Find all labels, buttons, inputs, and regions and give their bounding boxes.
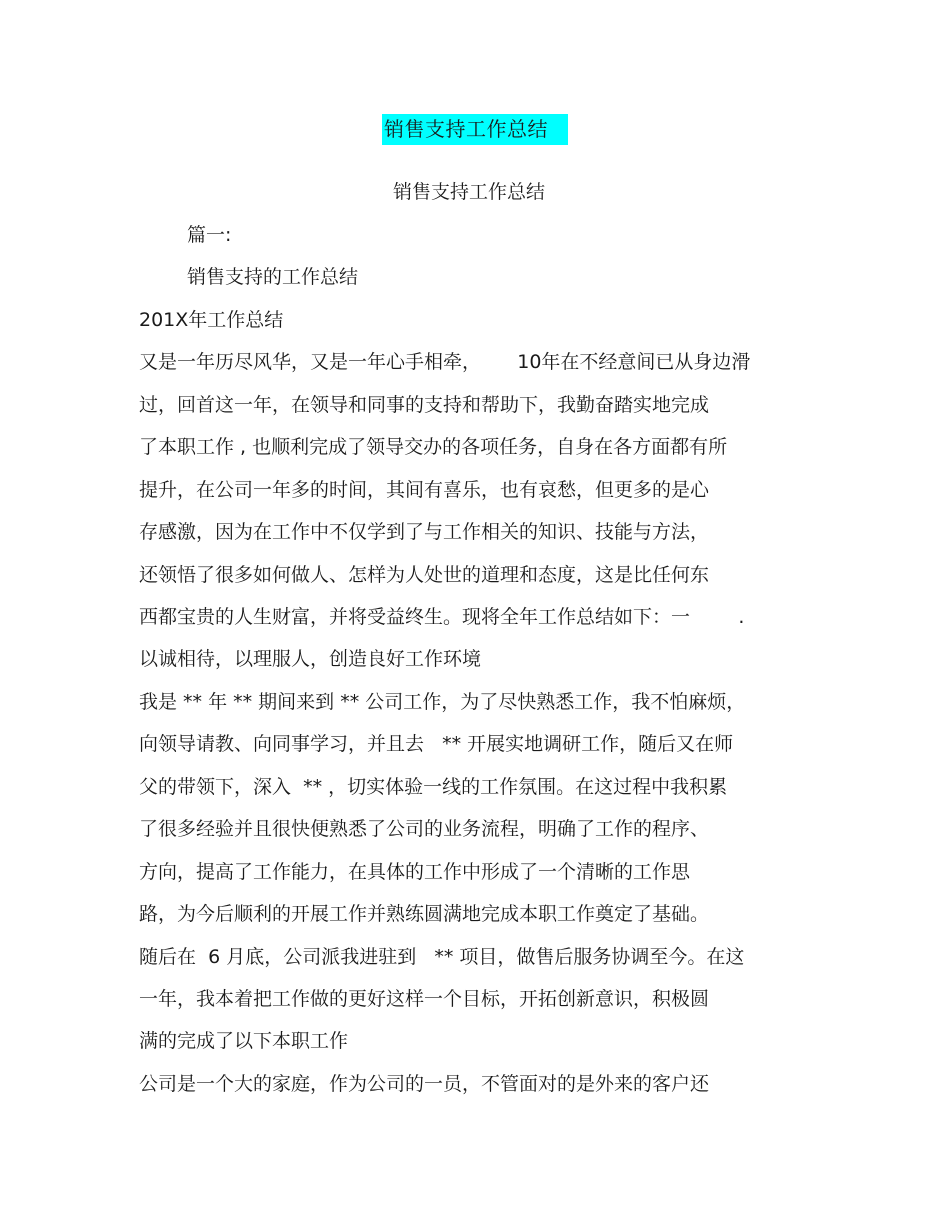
document-title: 销售支持工作总结 bbox=[382, 114, 568, 145]
body-line: 201X年工作总结 bbox=[139, 309, 284, 331]
body-line: 西都宝贵的人生财富，并将受益终生。现将全年工作总结如下：一 . bbox=[139, 606, 745, 628]
body-line: 满的完成了以下本职工作 bbox=[139, 1030, 349, 1052]
body-line: 方向，提高了工作能力，在具体的工作中形成了一个清晰的工作思 bbox=[139, 861, 691, 883]
body-line: 过，回首这一年，在领导和同事的支持和帮助下，我勤奋踏实地完成 bbox=[139, 394, 710, 416]
body-line: 存感激，因为在工作中不仅学到了与工作相关的知识、技能与方法， bbox=[139, 521, 710, 543]
body-line: 公司是一个大的家庭，作为公司的一员，不管面对的是外来的客户还 bbox=[139, 1073, 710, 1095]
body-line: 路，为今后顺利的开展工作并熟练圆满地完成本职工作奠定了基础。 bbox=[139, 903, 710, 925]
body-line: 还领悟了很多如何做人、怎样为人处世的道理和态度，这是比任何东 bbox=[139, 564, 710, 586]
body-line: 以诚相待，以理服人，创造良好工作环境 bbox=[139, 648, 482, 670]
body-line: 随后在 6 月底，公司派我进驻到 ** 项目，做售后服务协调至今。在这 bbox=[139, 946, 745, 968]
body-line: 提升，在公司一年多的时间，其间有喜乐，也有哀愁，但更多的是心 bbox=[139, 479, 710, 501]
body-line: 又是一年历尽风华，又是一年心手相牵， 10年在不经意间已从身边滑 bbox=[139, 351, 751, 373]
body-line: 父的带领下，深入 ** ，切实体验一线的工作氛围。在这过程中我积累 bbox=[139, 776, 728, 798]
title-container bbox=[0, 114, 950, 145]
section-heading: 篇一: bbox=[187, 224, 232, 246]
body-line: 一年，我本着把工作做的更好这样一个目标，开拓创新意识，积极圆 bbox=[139, 988, 710, 1010]
body-line: 向领导请教、向同事学习，并且去 ** 开展实地调研工作，随后又在师 bbox=[139, 733, 734, 755]
body-line: 了很多经验并且很快便熟悉了公司的业务流程，明确了工作的程序、 bbox=[139, 818, 710, 840]
body-line: 了本职工作 , 也顺利完成了领导交办的各项任务，自身在各方面都有所 bbox=[139, 436, 728, 458]
document-subtitle: 销售支持工作总结 bbox=[392, 181, 545, 203]
section-subheading: 销售支持的工作总结 bbox=[187, 266, 359, 288]
body-line: 我是 ** 年 ** 期间来到 ** 公司工作，为了尽快熟悉工作，我不怕麻烦， bbox=[139, 691, 746, 713]
